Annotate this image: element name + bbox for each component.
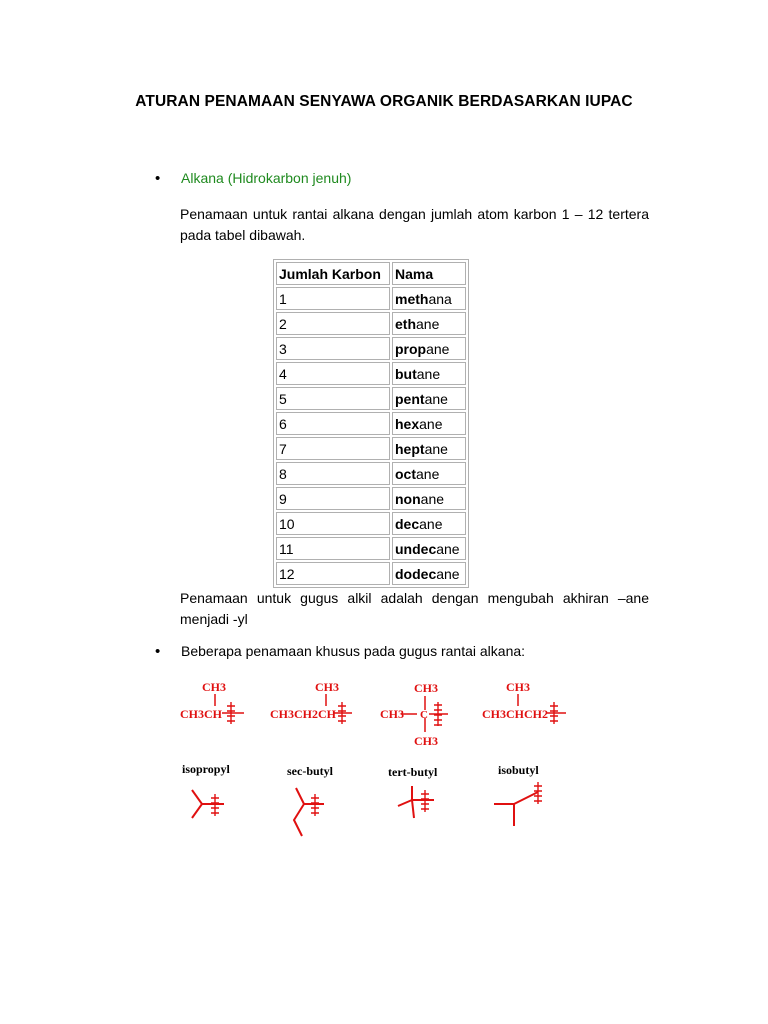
alkane-name-prefix: oct [395, 465, 416, 482]
label-isopropyl: isopropyl [182, 762, 230, 776]
alkane-name-suffix: ane [416, 465, 440, 482]
secbutyl-top-text: CH3 [315, 680, 339, 694]
secbutyl-formula [270, 678, 360, 728]
alkane-name-suffix: ane [424, 440, 448, 457]
table-row [276, 362, 466, 385]
table-row [276, 487, 466, 510]
alkane-name-prefix: hex [395, 415, 420, 432]
header-jumlah-karbon: Jumlah Karbon [276, 262, 390, 285]
table-row [276, 562, 466, 585]
penamaan-khusus-heading: Beberapa penamaan khusus pada gugus rantai alkana: [181, 643, 526, 659]
tertbutyl-formula [380, 674, 460, 750]
alkane-name-cell [392, 512, 466, 535]
alkane-name-cell [392, 287, 466, 310]
alkane-name-prefix: dec [395, 515, 420, 532]
alkil-paragraph: Penamaan untuk gugus alkil adalah dengan mengubah akhiran –ane menjadi -yl [180, 590, 649, 627]
alkane-name-prefix: pent [395, 390, 425, 407]
isopropyl-formula [180, 678, 260, 728]
alkane-name-cell [392, 562, 466, 585]
alkane-name-cell [392, 387, 466, 410]
isopropyl-top-text: CH3 [202, 680, 226, 694]
isobutyl-skeletal [492, 782, 552, 832]
alkane-table [273, 259, 469, 588]
label-isobutyl: isobutyl [498, 763, 539, 777]
carbon-count-cell: 6 [276, 412, 390, 435]
table-row [276, 537, 466, 560]
tertbutyl-left-text: CH3 [380, 707, 404, 721]
alkane-name-suffix: ane [419, 415, 443, 432]
alkane-name-suffix: ane [436, 540, 460, 557]
header-nama: Nama [392, 262, 466, 285]
label-secbutyl: sec-butyl [287, 764, 333, 778]
isopropyl-main-text: CH3CH [180, 707, 222, 721]
label-tertbutyl: tert-butyl [388, 765, 438, 779]
isobutyl-top-text: CH3 [506, 680, 530, 694]
alkane-name-suffix: ane [424, 390, 448, 407]
alkane-name-cell [392, 412, 466, 435]
alkane-name-suffix: ane [426, 340, 450, 357]
carbon-count-cell: 1 [276, 287, 390, 310]
carbon-count-cell: 2 [276, 312, 390, 335]
alkane-name-suffix: ane [419, 515, 443, 532]
alkana-paragraph: Penamaan untuk rantai alkana dengan jumlah atom karbon 1 – 12 tertera pada tabel dibawah. [180, 206, 649, 243]
carbon-count-cell: 4 [276, 362, 390, 385]
isobutyl-formula [482, 678, 572, 728]
alkana-heading: Alkana (Hidrokarbon jenuh) [181, 170, 352, 186]
isobutyl-main-text: CH3CHCH2 [482, 707, 548, 721]
secbutyl-skeletal [288, 786, 333, 841]
alkane-name-prefix: meth [395, 290, 429, 307]
isopropyl-skeletal [188, 786, 233, 831]
alkane-name-cell [392, 362, 466, 385]
carbon-count-cell: 8 [276, 462, 390, 485]
alkane-name-cell [392, 487, 466, 510]
carbon-count-cell: 3 [276, 337, 390, 360]
bullet-dot: • [155, 170, 161, 187]
alkane-name-prefix: dodec [395, 565, 437, 582]
table-row [276, 437, 466, 460]
table-row [276, 512, 466, 535]
alkane-name-cell [392, 337, 466, 360]
alkane-name-prefix: hept [395, 440, 425, 457]
table-row [276, 287, 466, 310]
tertbutyl-skeletal [396, 782, 441, 827]
alkane-name-prefix: eth [395, 315, 416, 332]
alkane-name-suffix: ana [428, 290, 452, 307]
carbon-count-cell: 7 [276, 437, 390, 460]
table-header-row [276, 262, 466, 285]
tertbutyl-bottom-text: CH3 [414, 734, 438, 748]
secbutyl-main-text: CH3CH2CH [270, 707, 336, 721]
alkane-name-cell [392, 537, 466, 560]
alkane-name-prefix: prop [395, 340, 427, 357]
carbon-count-cell: 11 [276, 537, 390, 560]
alkane-name-suffix: ane [416, 315, 440, 332]
carbon-count-cell: 10 [276, 512, 390, 535]
carbon-count-cell: 12 [276, 562, 390, 585]
alkane-name-cell [392, 462, 466, 485]
table-row [276, 337, 466, 360]
bullet-dot: • [155, 643, 161, 660]
table-row [276, 462, 466, 485]
carbon-count-cell: 5 [276, 387, 390, 410]
tertbutyl-top-text: CH3 [414, 681, 438, 695]
carbon-count-cell: 9 [276, 487, 390, 510]
alkane-name-prefix: but [395, 365, 417, 382]
page-title: ATURAN PENAMAAN SENYAWA ORGANIK BERDASARKAN IUPAC [135, 93, 633, 110]
alkane-name-suffix: ane [416, 365, 441, 382]
table-row [276, 412, 466, 435]
table-row [276, 312, 466, 335]
table-row [276, 387, 466, 410]
alkane-name-prefix: undec [395, 540, 437, 557]
alkane-name-cell [392, 312, 466, 335]
alkane-name-prefix: non [395, 490, 421, 507]
alkane-name-cell [392, 437, 466, 460]
tertbutyl-carbon-text: C [420, 709, 428, 721]
alkane-name-suffix: ane [436, 565, 460, 582]
alkane-name-suffix: ane [420, 490, 445, 507]
